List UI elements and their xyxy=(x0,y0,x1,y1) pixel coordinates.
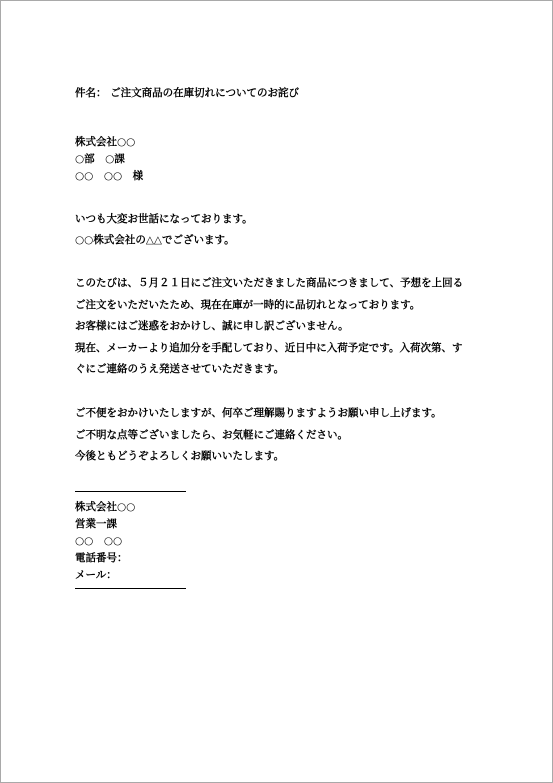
signature-phone-label: 電話番号： xyxy=(75,552,128,564)
body-line-2: ご注文をいただいたため、現在在庫が一時的に品切れとなっております。 xyxy=(75,299,421,311)
greeting-line-1: いつも大変お世話になっております。 xyxy=(75,213,253,225)
closing-line-2: ご不明な点等ございましたら、お気軽にご連絡ください。 xyxy=(75,429,348,441)
body-line-4: 現在、メーカーより追加分を手配しており、近日中に入荷予定です。入荷次第、す xyxy=(75,342,463,354)
recipient-name: ○○ ○○ 様 xyxy=(75,170,144,182)
signature-top-rule xyxy=(75,491,186,492)
body-line-3: お客様にはご迷惑をおかけし、誠に申し訳ございません。 xyxy=(75,320,349,332)
subject-line: 件名： ご注文商品の在庫切れについてのお詫び xyxy=(75,87,299,99)
signature-company: 株式会社○○ xyxy=(75,501,136,513)
recipient-company: 株式会社○○ xyxy=(75,136,136,148)
body-line-5: ぐにご連絡のうえ発送させていただきます。 xyxy=(75,363,285,375)
closing-line-1: ご不便をおかけいたしますが、何卒ご理解賜りますようお願い申し上げます。 xyxy=(75,407,442,419)
signature-bottom-rule xyxy=(75,588,186,589)
signature-department: 営業一課 xyxy=(75,518,117,530)
recipient-department: ○部 ○課 xyxy=(75,153,125,165)
closing-line-3: 今後ともどうぞよろしくお願いいたします。 xyxy=(75,450,285,462)
body-line-1: このたびは、５月２１日にご注文いただきました商品につきまして、予想を上回る xyxy=(75,277,464,289)
signature-email-label: メール： xyxy=(75,569,117,581)
signature-name: ○○ ○○ xyxy=(75,535,123,547)
greeting-line-2: ○○株式会社の△△でございます。 xyxy=(75,234,235,246)
